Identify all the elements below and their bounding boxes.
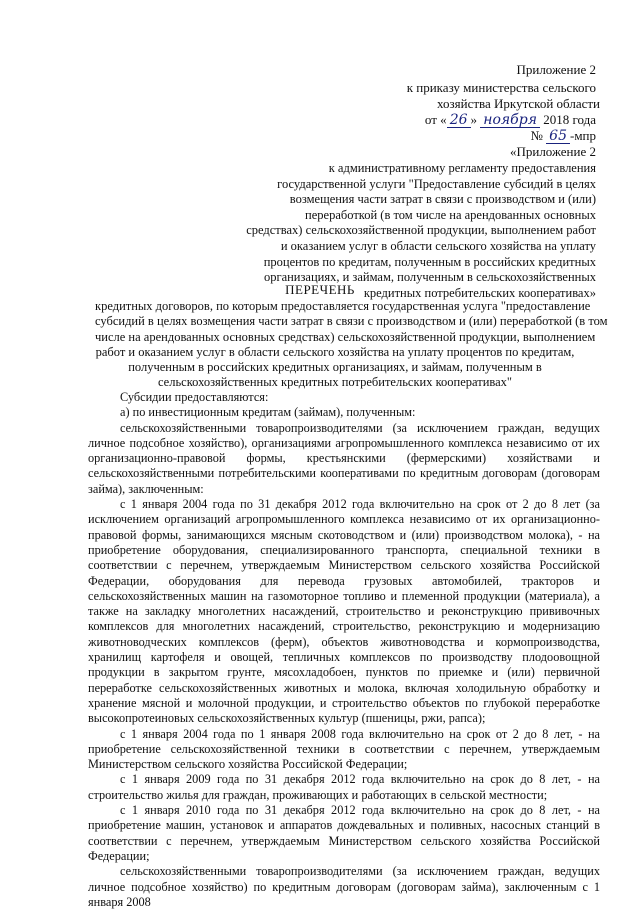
document-title: ПЕРЕЧЕНЬ (285, 282, 355, 297)
subtitle-line: субсидий в целях возмещения части затрат в связи с производством и (или) переработкой (в том (95, 314, 608, 329)
appendix-line: к административному регламенту предоставления (328, 161, 596, 175)
body-paragraph: сельскохозяйственными товаропроизводителями (за исключением граждан, ведущих личное подсобное хозяйство) по кредитным договорам (договорам займа), заключенным с 1 января 2008 (88, 864, 600, 909)
appendix-line: государственной услуги "Предоставление субсидий в целях (277, 176, 596, 191)
body-paragraph: с 1 января 2004 года по 1 января 2008 года включительно на срок от 2 до 8 лет, - на приобретение сельскохозяйственной техники в соответствии с перечнем, утверждаемым Министерством сельского хозяйства Российской Федерации; (88, 726, 600, 772)
appendix-line: переработкой (в том числе на арендованных основных (305, 207, 596, 222)
appendix-line: процентов по кредитам, полученным в российских кредитных (263, 254, 596, 269)
document-body (88, 390, 600, 910)
appendix-regulation-text (236, 161, 596, 301)
body-item-a: а) по инвестиционным кредитам (займам), полученным: (120, 405, 416, 420)
body-intro: Субсидии предоставляются: (120, 390, 269, 404)
body-paragraph: с 1 января 2009 года по 31 декабря 2012 года включительно на срок до 8 лет, - на строительство жилья для граждан, проживающих и работающих в сельской местности; (88, 772, 600, 802)
number-handwritten: 65 (546, 129, 570, 144)
date-month-handwritten: ноября (480, 113, 540, 128)
header-order-line: к приказу министерства сельского (406, 80, 596, 95)
appendix-line: кредитных потребительских кооперативах» (363, 285, 596, 300)
header-date-line (425, 112, 596, 128)
date-prefix: от « (424, 112, 447, 127)
number-prefix: № (530, 128, 543, 143)
date-year: 2018 года (543, 112, 596, 127)
header-appendix-label: Приложение 2 (516, 62, 596, 77)
subtitle-line: работ и оказанием услуг в области сельского хозяйства на уплату процентов по кредитам, (95, 344, 575, 359)
appendix-line: организациях, и займам, полученным в сельскохозяйственных (263, 270, 596, 285)
appendix-line: и оказанием услуг в области сельского хозяйства на уплату (280, 238, 596, 253)
number-suffix: -мпр (569, 128, 596, 143)
appendix-line: средствах) сельскохозяйственной продукции, выполнением работ (246, 223, 596, 238)
header-number-line (531, 128, 597, 144)
date-day-handwritten: 26 (447, 113, 471, 128)
date-mid: » (470, 112, 478, 127)
subtitle-line: полученным в российских кредитных организациях, и займам, полученным в (128, 360, 542, 375)
subtitle-line: сельскохозяйственных кредитных потребительских кооперативах" (157, 375, 513, 390)
body-paragraph: сельскохозяйственными товаропроизводителями (за исключением граждан, ведущих личное подсобное хозяйство), организациями агропромышленного комплекса независимо от их организационно-правовой формы, крестьянскими (фермерскими) хозяйствами и сельскохозяйственными потребительскими кооперативами по кредитным договорам (договорам займа), заключенным: (88, 420, 600, 496)
header-ministry-line: хозяйства Иркутской области (437, 96, 600, 111)
subtitle-line: кредитных договоров, по которым предоставляется государственная услуга "предоставление (95, 299, 591, 313)
body-paragraph: с 1 января 2010 года по 31 декабря 2012 года включительно на срок до 8 лет, - на приобретение машин, установок и аппаратов дождевальных и поливных, насосных станций в соответствии с перечнем, утверждаемым Министерством сельского хозяйства Российской Федерации; (88, 803, 600, 863)
body-paragraph: с 1 января 2004 года по 31 декабря 2012 года включительно на срок от 2 до 8 лет (за исключением организаций агропромышленного комплекса независимо от их организационно-правовой формы, занимающихся мясным скотоводством и (или) производством молока), - на приобретение оборудования, специализированного транспорта, специальной техники в соответствии с перечнем, утверждаемым Министерством сельского хозяйства Российской Федерации, оборудования для перевода грузовых автомобилей, тракторов и сельскохозяйственных машин на газомоторное топливо и племенной продукции (материала), а также на закладку многолетних насаждений, строительство и реконструкцию прививочных комплексов для многолетних насаждений, строительство, реконструкцию и модернизацию животноводческих комплексов (ферм), объектов животноводства и кормопроизводства, хранилищ картофеля и овощей, тепличных комплексов по производству плодоовощной продукции в закрытом грунте, мясохладобоен, пунктов по приемке и (или) первичной переработке сельскохозяйственных животных и молока, включая холодильную обработку и хранение мясной и молочной продукции, и строительство объектов по глубокой переработке высокопротеиновых сельскохозяйственных культур (пшеницы, ржи, рапса); (88, 497, 600, 726)
document-subtitle (95, 299, 608, 391)
header-appendix-quote: «Приложение 2 (509, 144, 596, 159)
appendix-line: возмещения части затрат в связи с производством и (или) (289, 192, 596, 207)
subtitle-line: числе на арендованных основных средствах) сельскохозяйственной продукции, выполнением (95, 329, 596, 344)
